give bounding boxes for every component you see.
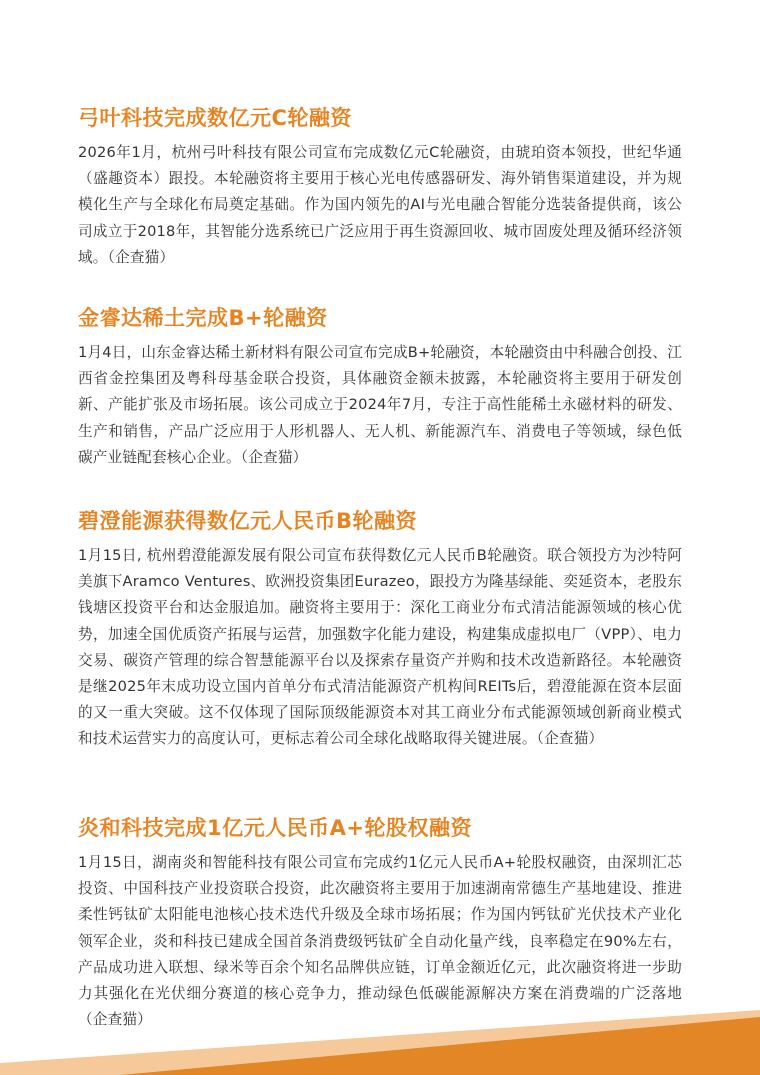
article-title: 碧澄能源获得数亿元人民币B轮融资 bbox=[78, 509, 418, 533]
article-body: 1月4日，山东金睿达稀土新材料有限公司宣布完成B+轮融资，本轮融资由中科融合创投、江西省金控集团及粤科母基金联合投资，具体融资金额未披露，本轮融资将主要用于研发创新、产能扩张及市场拓展。该公司成立于2024年7月，专注于高性能稀土永磁材料的研发、生产和销售，产品广泛应用于人形机器人、无人机、新能源汽车、消费电子等领域，绿色低碳产业链配套核心企业。（企查猫） bbox=[78, 344, 682, 466]
article-title: 金睿达稀土完成B+轮融资 bbox=[78, 306, 328, 330]
news-article bbox=[78, 304, 682, 507]
article-body: 2026年1月，杭州弓叶科技有限公司宣布完成数亿元C轮融资，由琥珀资本领投，世纪华通（盛趣资本）跟投。本轮融资将主要用于核心光电传感器研发、海外销售渠道建设，并为规模化生产与全球化布局奠定基础。作为国内领先的AI与光电融合智能分选装备提供商，该公司成立于2018年，其智能分选系统已广泛应用于再生资源回收、城市固废处理及循环经济领域。（企查猫） bbox=[78, 144, 682, 266]
article-title: 弓叶科技完成数亿元C轮融资 bbox=[78, 106, 352, 130]
article-body: 1月15日, 杭州碧澄能源发展有限公司宣布获得数亿元人民币B轮融资。联合领投方为沙特阿美旗下Aramco Ventures、欧洲投资集团Eurazeo，跟投方为隆基绿能、奕延资本，老股东钱塘区投资平台和达金服追加。融资将主要用于：深化工商业分布式清洁能源领域的核心优势，加速全国优质资产拓展与运营，加强数字化能力建设，构建集成虚拟电厂（VPP）、电力交易、碳资产管理的综合智慧能源平台以及探索存量资产并购和技术改造新路径。本轮融资是继2025年末成功设立国内首单分布式清洁能源资产机构间REITs后，碧澄能源在资本层面的又一重大突破。这不仅体现了国际顶级能源资本对其工商业分布式能源领域创新商业模式和技术运营实力的高度认可，更标志着公司全球化战略取得关键进展。（企查猫） bbox=[78, 547, 682, 748]
article-title: 炎和科技完成1亿元人民币A+轮股权融资 bbox=[78, 816, 472, 840]
news-article bbox=[78, 104, 682, 304]
footer-orange-band-decoration bbox=[0, 1000, 760, 1075]
article-body: 1月15日，湖南炎和智能科技有限公司宣布完成约1亿元人民币A+轮股权融资，由深圳汇芯投资、中国科技产业投资联合投资，此次融资将主要用于加速湖南常德生产基地建设、推进柔性钙钛矿太阳能电池核心技术迭代升级及全球市场拓展；作为国内钙钛矿光伏技术产业化领军企业，炎和科技已建成全国首条消费级钙钛矿全自动化量产线，良率稳定在90%左右，产品成功进入联想、绿米等百余个知名品牌供应链，订单金额近亿元，此次融资将进一步助力其强化在光伏细分赛道的核心竞争力，推动绿色低碳能源解决方案在消费端的广泛落地（企查猫） bbox=[78, 854, 682, 1029]
news-article bbox=[78, 507, 682, 814]
document-page bbox=[78, 104, 682, 1044]
